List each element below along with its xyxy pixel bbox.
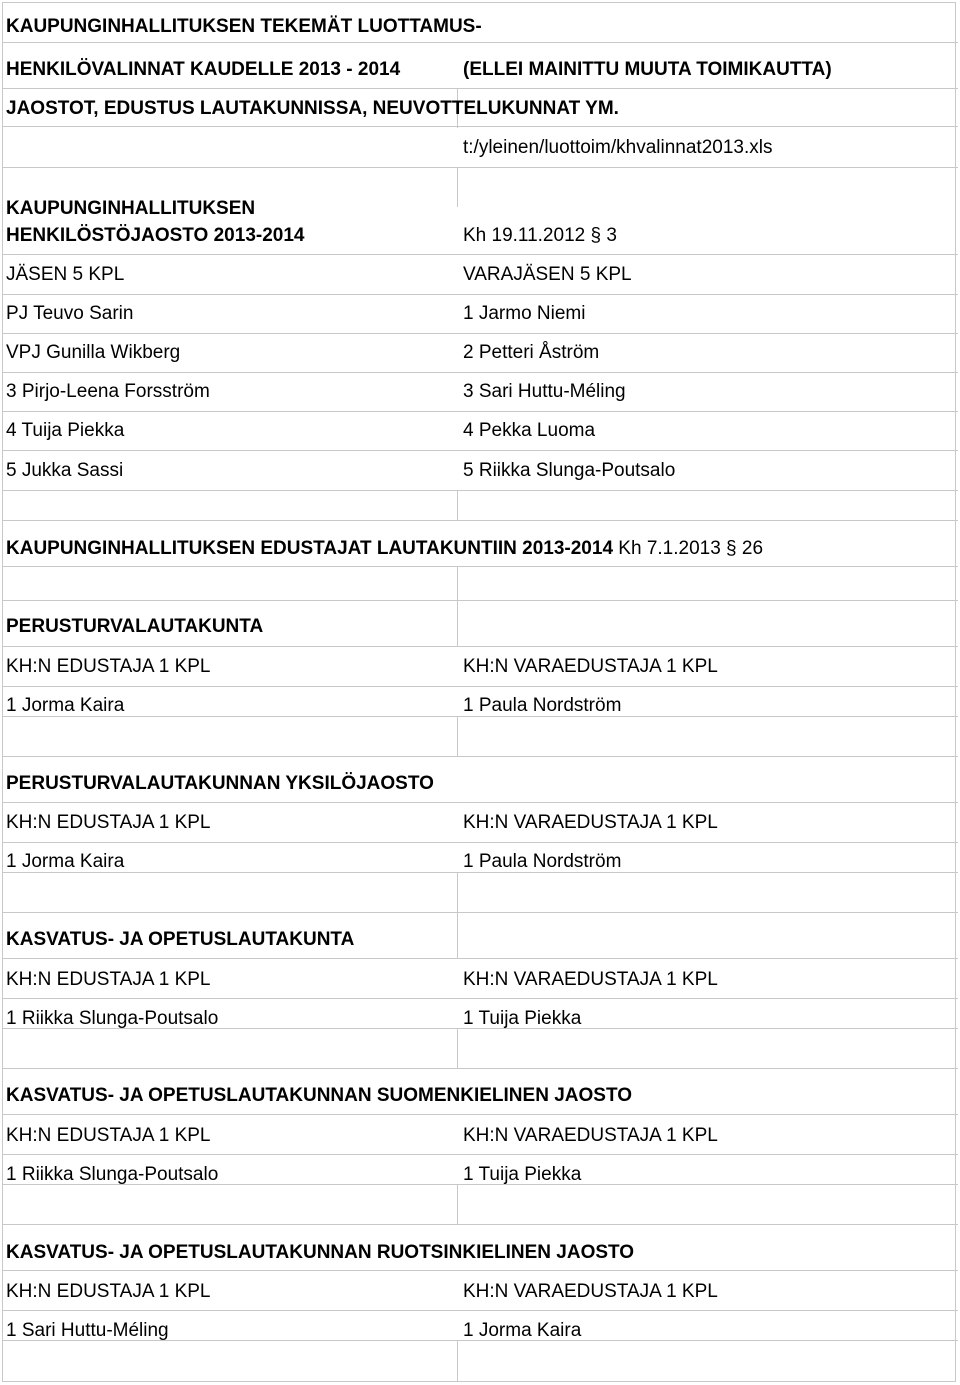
- rep-name: 1 Jorma Kaira: [6, 851, 125, 872]
- grid-line: [2, 167, 958, 168]
- representatives-heading: [6, 538, 763, 560]
- deputy-rep-name: 1 Tuija Piekka: [463, 1008, 582, 1029]
- rep-name: 1 Riikka Slunga-Poutsalo: [6, 1164, 219, 1185]
- deputy-rep-name: 1 Paula Nordström: [463, 851, 622, 872]
- header-title-line2: HENKILÖVALINNAT KAUDELLE 2013 - 2014: [6, 59, 401, 80]
- rep-name: 1 Jorma Kaira: [6, 695, 125, 716]
- grid-line: [2, 1114, 958, 1115]
- grid-line: [2, 802, 958, 803]
- grid-line: [2, 490, 958, 491]
- deputies-header: VARAJÄSEN 5 KPL: [463, 264, 632, 285]
- board-name: KASVATUS- JA OPETUSLAUTAKUNTA: [6, 929, 355, 950]
- member-name: 3 Pirjo-Leena Forsström: [6, 381, 210, 402]
- grid-line: [2, 520, 958, 521]
- grid-line: [2, 126, 958, 127]
- board-name: PERUSTURVALAUTAKUNTA: [6, 616, 264, 637]
- grid-line: [2, 294, 958, 295]
- board-name: KASVATUS- JA OPETUSLAUTAKUNNAN RUOTSINKIELINEN JAOSTO: [6, 1242, 635, 1263]
- grid-line: [2, 566, 958, 567]
- board-name: KASVATUS- JA OPETUSLAUTAKUNNAN SUOMENKIELINEN JAOSTO: [6, 1085, 632, 1106]
- members-header: JÄSEN 5 KPL: [6, 264, 125, 285]
- grid-line: [2, 411, 958, 412]
- rep-header: KH:N EDUSTAJA 1 KPL: [6, 812, 211, 833]
- deputy-rep-name: 1 Jorma Kaira: [463, 1320, 582, 1341]
- rep-name: 1 Riikka Slunga-Poutsalo: [6, 1008, 219, 1029]
- representatives-decision: Kh 7.1.2013 § 26: [618, 538, 764, 559]
- grid-line: [2, 42, 958, 43]
- grid-line: [2, 88, 958, 89]
- personnel-title-line2: HENKILÖSTÖJAOSTO 2013-2014: [6, 225, 305, 246]
- deputy-name: 3 Sari Huttu-Méling: [463, 381, 626, 402]
- personnel-title-line1: KAUPUNGINHALLITUKSEN: [6, 198, 256, 219]
- deputy-name: 1 Jarmo Niemi: [463, 303, 586, 324]
- deputy-name: 5 Riikka Slunga-Poutsalo: [463, 460, 676, 481]
- grid-line: [2, 600, 958, 601]
- grid-line: [457, 872, 458, 958]
- grid-line: [2, 646, 958, 647]
- file-path: t:/yleinen/luottoim/khvalinnat2013.xls: [463, 137, 773, 158]
- grid-line: [457, 566, 458, 646]
- header-title-line3: JAOSTOT, EDUSTUS LAUTAKUNNISSA, NEUVOTTELUKUNNAT YM.: [6, 98, 619, 119]
- grid-line: [457, 716, 458, 756]
- header-note: (ELLEI MAINITTU MUUTA TOIMIKAUTTA): [463, 59, 832, 80]
- grid-line: [2, 756, 958, 757]
- deputy-rep-name: 1 Tuija Piekka: [463, 1164, 582, 1185]
- member-name: VPJ Gunilla Wikberg: [6, 342, 181, 363]
- grid-line: [2, 1068, 958, 1069]
- rep-header: KH:N EDUSTAJA 1 KPL: [6, 969, 211, 990]
- rep-header: KH:N EDUSTAJA 1 KPL: [6, 1125, 211, 1146]
- grid-line: [2, 1154, 958, 1155]
- grid-line: [457, 167, 458, 207]
- rep-header: KH:N EDUSTAJA 1 KPL: [6, 656, 211, 677]
- header-title-line1: KAUPUNGINHALLITUKSEN TEKEMÄT LUOTTAMUS-: [6, 16, 482, 37]
- grid-line: [457, 1340, 458, 1382]
- rep-header: KH:N EDUSTAJA 1 KPL: [6, 1281, 211, 1302]
- grid-line: [457, 1184, 458, 1224]
- grid-line: [2, 254, 958, 255]
- deputy-name: 4 Pekka Luoma: [463, 420, 596, 441]
- grid-line: [2, 686, 958, 687]
- representatives-title: KAUPUNGINHALLITUKSEN EDUSTAJAT LAUTAKUNTIIN 2013-2014: [6, 538, 614, 559]
- grid-line: [2, 1310, 958, 1311]
- grid-line: [2, 912, 958, 913]
- grid-line: [2, 450, 958, 451]
- grid-line: [2, 333, 958, 334]
- deputy-rep-header: KH:N VARAEDUSTAJA 1 KPL: [463, 656, 718, 677]
- grid-line: [2, 842, 958, 843]
- board-name: PERUSTURVALAUTAKUNNAN YKSILÖJAOSTO: [6, 773, 434, 794]
- member-name: PJ Teuvo Sarin: [6, 303, 134, 324]
- deputy-rep-header: KH:N VARAEDUSTAJA 1 KPL: [463, 969, 718, 990]
- deputy-rep-header: KH:N VARAEDUSTAJA 1 KPL: [463, 812, 718, 833]
- deputy-rep-name: 1 Paula Nordström: [463, 695, 622, 716]
- deputy-rep-header: KH:N VARAEDUSTAJA 1 KPL: [463, 1281, 718, 1302]
- grid-line: [457, 1028, 458, 1068]
- rep-name: 1 Sari Huttu-Méling: [6, 1320, 169, 1341]
- grid-line: [2, 958, 958, 959]
- grid-line: [457, 490, 458, 520]
- grid-line: [2, 998, 958, 999]
- member-name: 4 Tuija Piekka: [6, 420, 125, 441]
- grid-line: [2, 372, 958, 373]
- deputy-name: 2 Petteri Åström: [463, 342, 600, 363]
- grid-line: [2, 1270, 958, 1271]
- member-name: 5 Jukka Sassi: [6, 460, 124, 481]
- personnel-decision: Kh 19.11.2012 § 3: [463, 225, 617, 246]
- grid-line: [2, 1224, 958, 1225]
- deputy-rep-header: KH:N VARAEDUSTAJA 1 KPL: [463, 1125, 718, 1146]
